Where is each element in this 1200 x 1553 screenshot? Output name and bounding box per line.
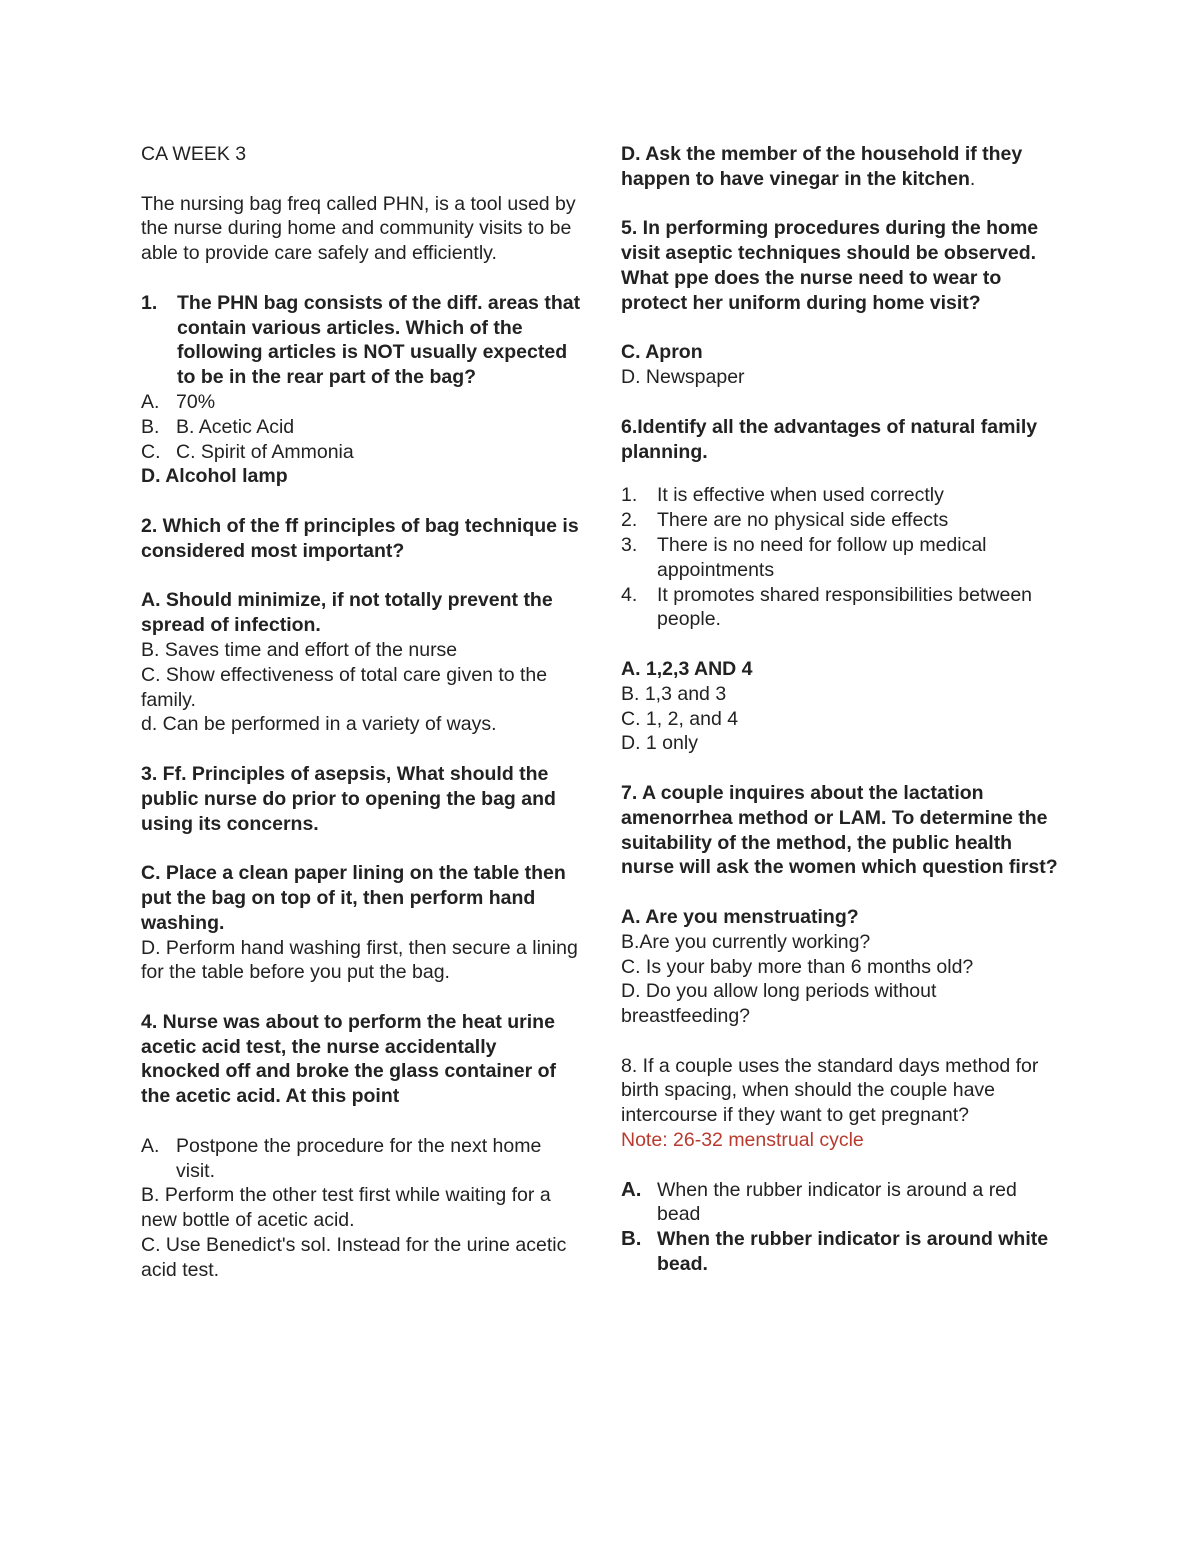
- right-column: [621, 142, 1061, 1277]
- q4-option-a-text: Postpone the procedure for the next home visit.: [176, 1134, 542, 1182]
- q2-option-d: d. Can be performed in a variety of ways.: [141, 713, 497, 736]
- list-item-number: 1.: [621, 484, 638, 507]
- list-item: [621, 508, 1061, 533]
- q8-answer-text: When the rubber indicator is around white bead.: [657, 1228, 1049, 1276]
- q7-option-b: B.Are you currently working?: [621, 930, 871, 953]
- list-item-text: It is effective when used correctly: [657, 484, 944, 507]
- q1-option-c: [141, 440, 581, 465]
- q7-option-d: D. Do you allow long periods without breastfeeding?: [621, 980, 937, 1028]
- question-3-text: 3. Ff. Principles of asepsis, What should the public nurse do prior to opening the bag and using its concerns.: [141, 762, 556, 835]
- q1-option-b-text: B. Acetic Acid: [176, 415, 295, 438]
- question-4-text: 4. Nurse was about to perform the heat urine acetic acid test, the nurse accidentally knocked off and broke the glass container of the acetic acid. At this point: [141, 1010, 556, 1108]
- q2-answer: A. Should minimize, if not totally prevent the spread of infection.: [141, 589, 553, 637]
- list-item-number: 4.: [621, 583, 638, 606]
- q4-option-a: [141, 1134, 581, 1184]
- list-item-text: There are no physical side effects: [657, 509, 949, 532]
- q5-answer: C. Apron: [621, 341, 703, 364]
- q8-answer: [621, 1227, 1061, 1277]
- question-5-text: 5. In performing procedures during the home visit aseptic techniques should be observed. What ppe does the nurse need to wear to protect her uniform during home visit?: [621, 217, 1039, 314]
- q4-answer: [621, 142, 1061, 192]
- q7-option-c: C. Is your baby more than 6 months old?: [621, 955, 974, 978]
- q1-option-c-text: C. Spirit of Ammonia: [176, 440, 354, 463]
- q7-answer: A. Are you menstruating?: [621, 905, 859, 928]
- q8-option-a-marker: A.: [621, 1177, 642, 1201]
- q4-answer-bold: D. Ask the member of the household if they happen to have vinegar in the kitchen: [621, 143, 1023, 190]
- q3-answer: C. Place a clean paper lining on the table then put the bag on top of it, then perform hand washing.: [141, 862, 566, 934]
- q3-option-d: D. Perform hand washing first, then secure a lining for the table before you put the bag.: [141, 936, 578, 984]
- q6-option-b: B. 1,3 and 3: [621, 682, 727, 705]
- q1-option-b-marker: B.: [141, 415, 160, 438]
- q8-note: Note: 26-32 menstrual cycle: [621, 1129, 864, 1152]
- q4-option-b: B. Perform the other test first while waiting for a new bottle of acetic acid.: [141, 1184, 551, 1232]
- q2-option-c: C. Show effectiveness of total care given to the family.: [141, 663, 548, 711]
- page-title: CA WEEK 3: [141, 143, 247, 165]
- question-6-text: 6.Identify all the advantages of natural family planning.: [621, 415, 1038, 463]
- q1-option-b: [141, 415, 581, 440]
- intro-paragraph: The nursing bag freq called PHN, is a tool used by the nurse during home and community visits to be able to provide care safely and efficiently.: [141, 192, 576, 265]
- q1-answer: D. Alcohol lamp: [141, 465, 288, 488]
- q4-option-a-marker: A.: [141, 1134, 160, 1157]
- q6-option-d: D. 1 only: [621, 732, 698, 755]
- q4-answer-end: .: [969, 167, 976, 190]
- q4-option-c: C. Use Benedict's sol. Instead for the urine acetic acid test.: [141, 1234, 567, 1281]
- question-1: [141, 291, 581, 390]
- q6-option-c: C. 1, 2, and 4: [621, 707, 739, 730]
- q5-option-d: D. Newspaper: [621, 366, 745, 389]
- q8-option-a: [621, 1178, 1061, 1228]
- q6-numbered-list: [621, 483, 1061, 632]
- q8-answer-marker: B.: [621, 1227, 642, 1251]
- list-item-number: 2.: [621, 509, 638, 532]
- q8-option-a-text: When the rubber indicator is around a red bead: [657, 1178, 1017, 1226]
- q6-answer: A. 1,2,3 AND 4: [621, 657, 753, 680]
- list-item: [621, 483, 1061, 508]
- question-8-text: 8. If a couple uses the standard days method for birth spacing, when should the couple have intercourse if they want to get pregnant?: [621, 1054, 1039, 1127]
- question-2-text: 2. Which of the ff principles of bag technique is considered most important?: [141, 514, 579, 562]
- list-item-text: It promotes shared responsibilities between people.: [657, 583, 1033, 631]
- q1-option-a-marker: A.: [141, 390, 160, 413]
- list-item: [621, 533, 1061, 583]
- q1-option-a-text: 70%: [176, 390, 216, 413]
- question-7-text: 7. A couple inquires about the lactation amenorrhea method or LAM. To determine the suitability of the method, the public health nurse will ask the women which question first?: [621, 781, 1058, 879]
- left-column: [141, 142, 581, 1283]
- list-item-text: There is no need for follow up medical appointments: [657, 533, 987, 581]
- list-item-number: 3.: [621, 533, 638, 556]
- q1-option-c-marker: C.: [141, 440, 161, 463]
- question-1-number: 1.: [141, 291, 158, 314]
- question-1-text: The PHN bag consists of the diff. areas that contain various articles. Which of the following articles is NOT usually expected to be in the rear part of the bag?: [177, 291, 581, 389]
- q1-option-a: [141, 390, 581, 415]
- q2-option-b: B. Saves time and effort of the nurse: [141, 638, 458, 661]
- list-item: [621, 583, 1061, 633]
